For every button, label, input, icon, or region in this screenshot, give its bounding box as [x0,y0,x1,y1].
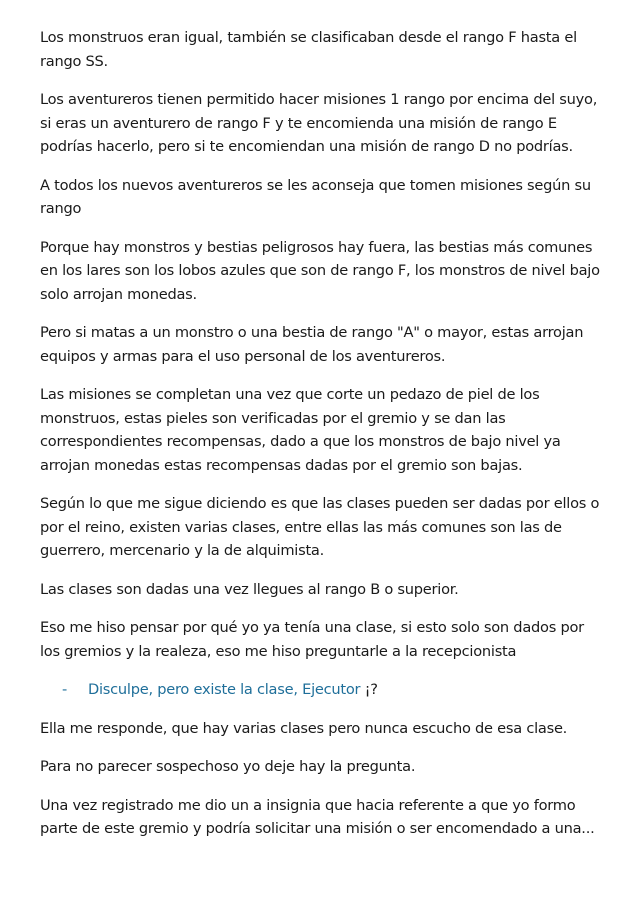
paragraph: Una vez registrado me dio un a insignia que hacia referente a que yo formo parte de este gremio y podría solicitar una misión o ser encomendado a una... [40,796,595,837]
paragraph: Para no parecer sospechoso yo deje hay la pregunta. [40,758,416,775]
dialogue-dash: - [62,681,68,698]
dialogue-tail: ¡? [360,681,378,698]
paragraph: Eso me hiso pensar por qué yo ya tenía una clase, si esto solo son dados por los gremios y la realeza, eso me hiso preguntarle a la recepcionista [40,619,584,660]
dialogue-text: Disculpe, pero existe la clase, Ejecutor [88,681,361,698]
paragraph: Las misiones se completan una vez que corte un pedazo de piel de los monstruos, estas pieles son verificadas por el gremio y se dan las correspondientes recompensas, dado a que los monstros de bajo nivel ya arrojan monedas estas recompensas dadas por el gremio son bajas. [40,386,561,474]
paragraph: Porque hay monstros y bestias peligrosos hay fuera, las bestias más comunes en los lares son los lobos azules que son de rango F, los monstros de nivel bajo solo arrojan monedas. [40,238,600,303]
paragraph: A todos los nuevos aventureros se les aconseja que tomen misiones según su rango [40,176,591,217]
paragraph: Las clases son dadas una vez llegues al rango B o superior. [40,580,459,598]
paragraph: Los aventureros tienen permitido hacer misiones 1 rango por encima del suyo, si eras un aventurero de rango F y te encomienda una misión de rango E podrías hacerlo, pero si te encomiendan una misión de rango D no podrías. [40,91,598,155]
paragraph: Según lo que me sigue diciendo es que las clases pueden ser dadas por ellos o por el reino, existen varias clases, entre ellas las más comunes son las de guerrero, mercenario y la de alquimista. [40,495,600,559]
paragraph: Pero si matas a un monstro o una bestia de rango "A" o mayor, estas arrojan equipos y armas para el uso personal de los aventureros. [40,324,584,365]
dialogue-content [88,678,378,702]
document-page [40,26,606,856]
dialogue-line [40,678,606,702]
paragraph: Ella me responde, que hay varias clases pero nunca escucho de esa clase. [40,719,568,737]
paragraph: Los monstruos eran igual, también se clasificaban desde el rango F hasta el rango SS. [40,29,577,70]
